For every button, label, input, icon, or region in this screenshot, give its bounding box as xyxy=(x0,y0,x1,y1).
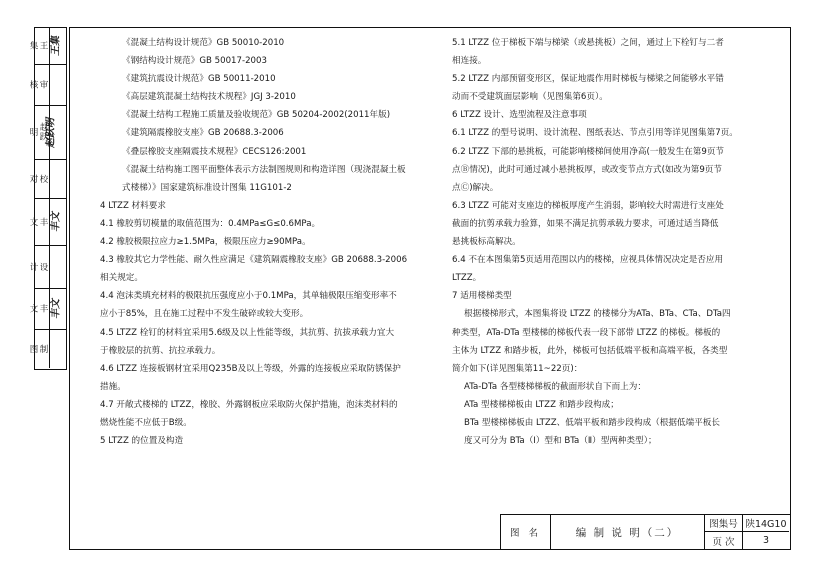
text-line: 燃烧性能不应低于B级。 xyxy=(100,417,192,428)
sidebar-role-label: 校 对 xyxy=(28,174,48,184)
title-block-title: 编 制 说 明（二） xyxy=(551,515,705,549)
text-line: 简介如下(详见图集第11~22页)： xyxy=(452,363,583,374)
sidebar-cell xyxy=(28,199,66,246)
text-line: ATa 型楼梯梯板由 LTZZ 和踏步段构成； xyxy=(464,399,619,410)
sidebar-role-label: 王 集 xyxy=(28,41,48,51)
title-block-atlas-value: 陕14G10 xyxy=(743,515,789,532)
text-line: 式楼梯）》国家建筑标准设计图集 11G101-2 xyxy=(122,182,292,193)
sidebar-role-label: 赵跃明 xyxy=(28,123,48,142)
text-line: 《叠层橡胶支座隔震技术规程》CECS126:2001 xyxy=(122,146,307,157)
handwritten-signature: 丰文 xyxy=(50,212,62,232)
text-line: 应小于85%，且在施工过程中不发生破碎或较大变形。 xyxy=(100,309,309,320)
sidebar-cell xyxy=(28,330,66,368)
sidebar-role-label: 丰 文 xyxy=(28,304,48,314)
text-line: 6.1 LTZZ 的型号说明、设计流程、图纸表达、节点引用等详见图集第7页。 xyxy=(452,128,738,139)
title-block-page-value: 3 xyxy=(762,535,770,546)
text-line: 《高层建筑混凝土结构技术规程》JGJ 3-2010 xyxy=(122,92,296,103)
text-line: 6.2 LTZZ 下部的悬挑板，可能影响楼梯间使用净高(一般发生在第9页节 xyxy=(452,146,725,157)
text-line: 6.3 LTZZ 可能对支座边的梯板厚度产生消弱，影响较大时需进行支座处 xyxy=(452,200,724,211)
text-line: 4.3 橡胶其它力学性能、耐久性应满足《建筑隔震橡胶支座》GB 20688.3-2006 xyxy=(100,255,408,266)
text-line: 《钢结构设计规范》GB 50017-2003 xyxy=(122,56,267,67)
text-line: LTZZ。 xyxy=(452,273,482,284)
text-line: 主体为 LTZZ 和踏步板，此外，梯板可包括低端平板和高端平板，各类型 xyxy=(452,345,728,356)
sidebar-divider xyxy=(49,65,50,105)
right-text-column xyxy=(452,34,770,450)
text-line: 5.1 LTZZ 位于梯板下端与梯梁（或悬挑板）之间，通过上下栓钉与二者 xyxy=(452,38,724,48)
title-block xyxy=(500,514,790,550)
sidebar-role-label: 制 图 xyxy=(28,344,48,354)
handwritten-signature: 王集 xyxy=(50,36,62,56)
text-line: 《混凝土结构设计规范》GB 50010-2010 xyxy=(122,38,285,48)
text-line: 《混凝土结构施工图平面整体表示方法制图规则和构造详图（现浇混凝土板 xyxy=(122,164,406,175)
text-line: 根据楼梯形式，本图集将设 LTZZ 的楼梯分为ATa、BTa、CTa、DTa四 xyxy=(464,309,731,320)
text-line: ATa-DTa 各型楼梯梯板的截面形状自下而上为： xyxy=(464,381,646,392)
title-block-drawing-name-label: 图 名 xyxy=(501,515,551,549)
sidebar-cell xyxy=(28,28,66,65)
text-line: 动而不受建筑面层影响（见图集第6页）。 xyxy=(452,92,608,103)
text-line: 《建筑隔震橡胶支座》GB 20688.3-2006 xyxy=(122,128,284,139)
text-line: 截面的抗剪承载力验算，如果不满足抗剪承载力要求，可通过适当降低 xyxy=(452,218,719,229)
text-line: 于橡胶层的抗剪、抗拉承载力。 xyxy=(100,345,221,356)
text-line: 5 LTZZ 的位置及构造 xyxy=(100,436,184,447)
handwritten-signature: 丰文 xyxy=(50,299,62,319)
text-line: 7 适用楼梯类型 xyxy=(452,291,512,302)
text-line: 相连接。 xyxy=(452,56,487,67)
sidebar-cell xyxy=(28,289,66,330)
left-text-column xyxy=(100,34,438,450)
text-line: 4 LTZZ 材料要求 xyxy=(100,200,166,211)
signature-sidebar xyxy=(28,27,67,370)
text-line: 4.6 LTZZ 连接板钢材宜采用Q235B及以上等级，外露的连接板应采取防锈保护 xyxy=(100,363,401,374)
text-line: 4.4 泡沫类填充材料的极限抗压强度应小于0.1MPa，其单轴极限压缩变形率不 xyxy=(100,291,397,302)
sidebar-role-label: 设 计 xyxy=(28,262,48,272)
sidebar-divider xyxy=(49,330,50,368)
sidebar-cell xyxy=(28,106,66,160)
title-block-atlas-label: 图集号 xyxy=(705,515,743,532)
text-line: 《建筑抗震设计规范》GB 50011-2010 xyxy=(122,74,276,85)
text-line: 点Ⓒ)解决。 xyxy=(452,182,499,193)
sidebar-cell xyxy=(28,160,66,199)
text-line: 相关规定。 xyxy=(100,273,143,284)
text-line: 度又可分为 BTa（Ⅰ）型和 BTa（Ⅱ）型两种类型）； xyxy=(464,436,657,447)
text-line: 4.2 橡胶极限拉应力≥1.5MPa，极限压应力≥90MPa。 xyxy=(100,237,311,248)
text-line: 点Ⓑ情况)，此时可通过减小悬挑板厚，或改变节点方式(如改为第9页节 xyxy=(452,164,722,175)
sidebar-cell xyxy=(28,65,66,106)
title-block-page-label: 页 次 xyxy=(705,532,743,549)
text-line: 悬挑板标高解决。 xyxy=(452,237,521,248)
text-line: 5.2 LTZZ 内部预留变形区，保证地震作用时梯板与梯梁之间能够水平错 xyxy=(452,74,724,85)
handwritten-signature: 赵跃明 xyxy=(45,117,57,148)
text-line: 《混凝土结构工程施工质量及验收规范》GB 50204-2002(2011年版) xyxy=(122,110,391,121)
sidebar-role-label: 审 核 xyxy=(28,80,48,90)
sidebar-cell xyxy=(28,246,66,289)
text-line: 4.5 LTZZ 栓钉的材料宜采用5.6级及以上性能等级，其抗剪、抗拔承载力宜大 xyxy=(100,327,395,338)
text-line: 4.7 开敞式楼梯的 LTZZ，橡胶、外露钢板应采取防火保护措施，泡沫类材料的 xyxy=(100,399,398,410)
text-line: 6 LTZZ 设计、选型流程及注意事项 xyxy=(452,110,587,121)
text-line: 6.4 不在本图集第5页适用范围以内的楼梯，应视具体情况决定是否应用 xyxy=(452,255,724,266)
sidebar-role-label: 丰 文 xyxy=(28,217,48,227)
text-line: 措施。 xyxy=(100,381,126,392)
text-line: 种类型，ATa-DTa 型楼梯的梯板代表一段下部带 LTZZ 的梯板。梯板的 xyxy=(452,327,721,338)
sidebar-divider xyxy=(49,160,50,198)
text-line: 4.1 橡胶剪切模量的取值范围为：0.4MPa≤G≤0.6MPa。 xyxy=(100,218,321,229)
sidebar-divider xyxy=(49,246,50,288)
text-line: BTa 型楼梯梯板由 LTZZ、低端平板和踏步段构成（根据低端平板长 xyxy=(464,417,720,428)
